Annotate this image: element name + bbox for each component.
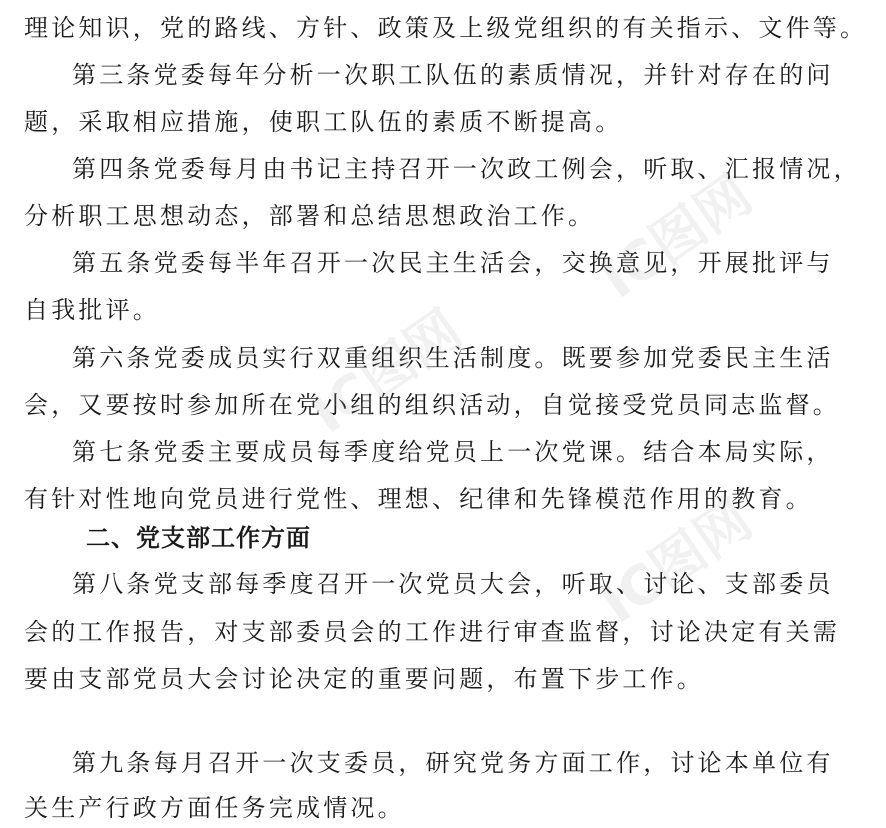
watermark-logo: IC图网: [589, 487, 763, 636]
article-3-line-2: 题，采取相应措施，使职工队伍的素质不断提高。: [24, 108, 623, 136]
article-4-line-1: 第四条党委每月由书记主持召开一次政工例会，听取、汇报情况，: [72, 155, 861, 183]
article-5-line-1: 第五条党委每半年召开一次民主生活会，交换意见，开展批评与: [72, 249, 834, 277]
article-7-line-2: 有针对性地向党员进行党性、理想、纪律和先锋模范作用的教育。: [24, 485, 813, 513]
article-7-line-1: 第七条党委主要成员每季度给党员上一次党课。结合本局实际，: [72, 438, 834, 466]
article-9-line-2: 关生产行政方面任务完成情况。: [24, 794, 405, 822]
article-9-line-1: 第九条每月召开一次支委员，研究党务方面工作，讨论本单位有: [72, 749, 834, 777]
article-5-line-2: 自我批评。: [24, 296, 160, 324]
article-8-line-3: 要由支部党员大会讨论决定的重要问题，布置下步工作。: [24, 665, 704, 693]
article-6-line-1: 第六条党委成员实行双重组织生活制度。既要参加党委民主生活: [72, 344, 834, 372]
article-8-line-2: 会的工作报告，对支部委员会的工作进行审查监督，讨论决定有关需: [24, 618, 840, 646]
watermark-logo: IC图网: [589, 162, 763, 311]
watermark-logo: IC图网: [299, 297, 473, 446]
article-8-line-1: 第八条党支部每季度召开一次党员大会，听取、讨论、支部委员: [72, 570, 834, 598]
article-3-line-1: 第三条党委每年分析一次职工队伍的素质情况，并针对存在的问: [72, 61, 834, 89]
article-6-line-2: 会，又要按时参加所在党小组的组织活动，自觉接受党员同志监督。: [24, 391, 840, 419]
article-4-line-2: 分析职工思想动态，部署和总结思想政治工作。: [24, 202, 596, 230]
text-line: 理论知识，党的路线、方针、政策及上级党组织的有关指示、文件等。: [24, 14, 868, 42]
section-heading: 二、党支部工作方面: [86, 524, 311, 552]
